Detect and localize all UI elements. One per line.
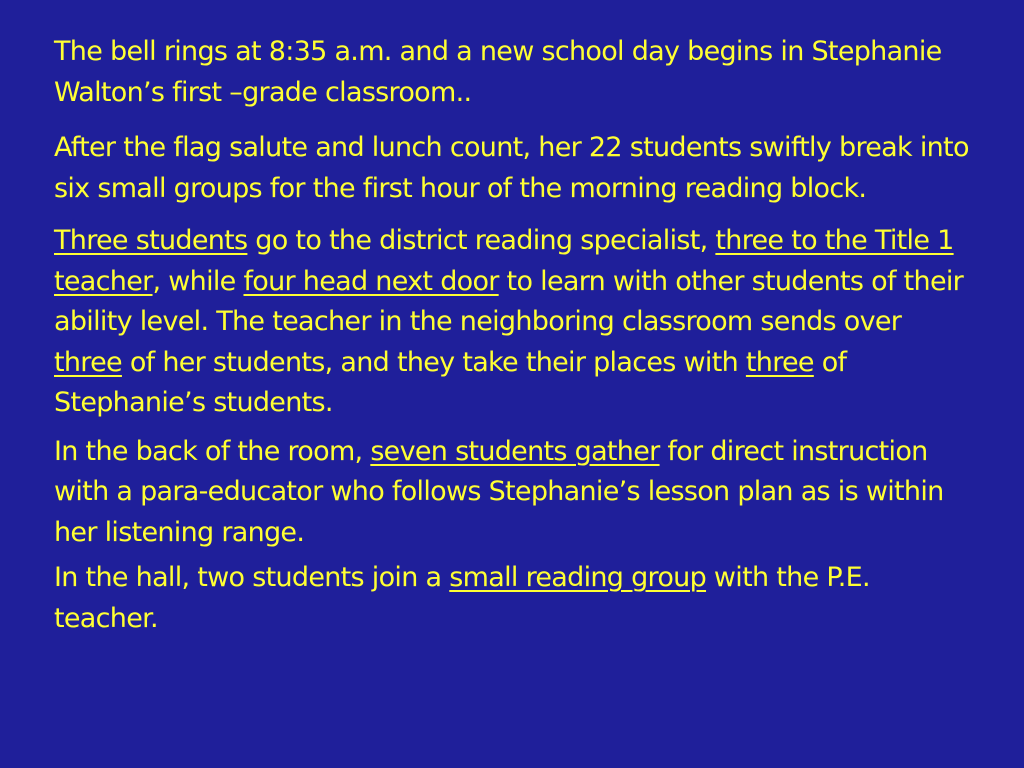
paragraph-text: with the P.E. teacher. [54, 562, 870, 634]
underlined-phrase: three to the Title 1 teacher [54, 225, 954, 297]
paragraph-text: , while [152, 265, 244, 297]
slide-text-body [54, 32, 974, 639]
paragraph-hall [54, 558, 974, 639]
underlined-phrase: four head next door [243, 265, 499, 297]
paragraph-back-of-room [54, 432, 974, 554]
paragraph-flag-salute [54, 128, 974, 209]
underlined-phrase: Three students [54, 225, 248, 256]
underlined-phrase: three [745, 346, 814, 378]
paragraph-text: The bell rings at 8:35 a.m. and a new school day begins in Stephanie Walton’s first –grade classroom.. [54, 36, 942, 108]
paragraph-text: go to the district reading specialist, [247, 225, 716, 256]
underlined-phrase: small reading group [449, 562, 707, 593]
paragraph-text: for direct instruction with a para-educator who follows Stephanie’s lesson plan as is within her listening range. [54, 435, 944, 548]
paragraph-text: After the flag salute and lunch count, her 22 students swiftly break into six small groups for the first hour of the morning reading block. [54, 132, 969, 204]
paragraph-text: In the back of the room, [54, 435, 371, 467]
underlined-phrase: seven students gather [370, 435, 660, 467]
paragraph-text: In the hall, two students join a [54, 562, 450, 593]
paragraph-text: to learn with other students of their ability level. The teacher in the neighboring classroom sends over [54, 265, 964, 337]
underlined-phrase: three [54, 346, 122, 378]
paragraph-bell-rings [54, 32, 974, 113]
paragraph-small-groups [54, 221, 974, 424]
paragraph-text: of her students, and they take their places with [121, 346, 746, 378]
paragraph-text: of Stephanie’s students. [54, 346, 847, 418]
